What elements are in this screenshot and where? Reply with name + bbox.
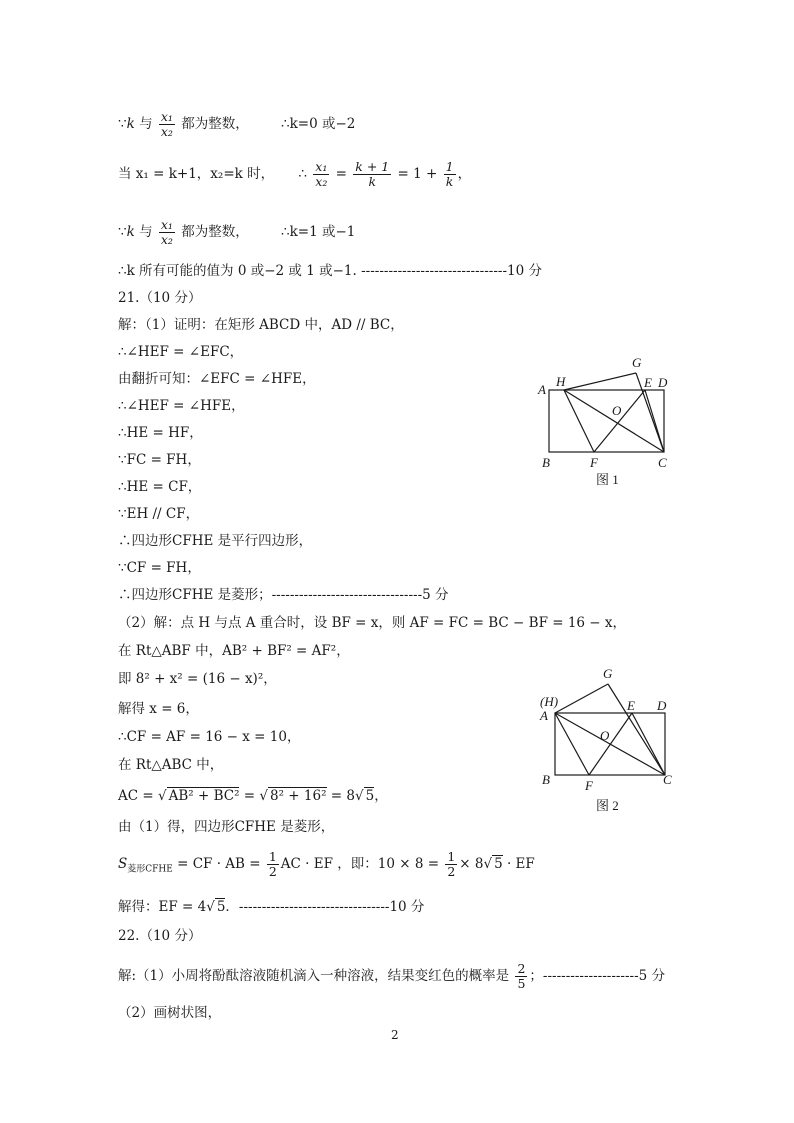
- label-G: G: [632, 355, 642, 370]
- segment: [564, 373, 636, 390]
- fraction: $\frac{\text{x₁}}{\text{x₂}}$: [160, 109, 173, 139]
- radicand: 8² + 16²: [270, 788, 327, 804]
- fraction: $\frac{1}{2}$: [447, 849, 456, 879]
- radicand: 5: [365, 788, 375, 804]
- text: 解得：EF = 4: [118, 899, 207, 915]
- text: = CF · AB =: [172, 856, 265, 872]
- segment: [645, 390, 664, 452]
- text: 都为整数，: [181, 224, 249, 240]
- text: ∴: [298, 166, 307, 182]
- solution-line: ∴∠HEF = ∠HFE，: [118, 398, 245, 414]
- text: = 8: [326, 788, 355, 804]
- text: ∴k=1 或−1: [281, 224, 356, 240]
- solution-line: ∵EH // CF，: [118, 506, 200, 522]
- label-D: D: [657, 698, 667, 713]
- fraction: $\frac{1}{k}$: [445, 159, 454, 189]
- solution-line: 由（1）得，四边形CFHE 是菱形，: [118, 819, 335, 835]
- label-A: A: [538, 382, 546, 397]
- solution-line: 解得：EF = 4√ 5．---------------------------------10 分: [118, 899, 425, 915]
- solution-line: ∴HE = CF，: [118, 479, 202, 495]
- solution-line: （2）解：点 H 与点 A 重合时，设 BF = x，则 AF = FC = BC − BF = 16 − x，: [118, 615, 627, 631]
- segment: [555, 684, 608, 713]
- radicand: 5: [216, 899, 226, 915]
- text: ，: [457, 166, 472, 182]
- figure-caption: 图 2: [596, 798, 619, 813]
- solution-line: 在 Rt△ABC 中，: [118, 757, 224, 773]
- text: ∴k=0 或−2: [281, 116, 356, 132]
- label-O: O: [600, 728, 610, 743]
- solution-line: $S_{菱形CFHE}$ = CF · AB = $\frac{1}{2}$ AC · EF ，即：10 × 8 = $\frac{1}{2}$ × 8√ 5 · EF: [118, 849, 535, 879]
- solution-line: （2）画树状图，: [118, 1005, 222, 1021]
- question-heading: 22.（10 分）: [118, 928, 202, 944]
- solution-line: 解：（1）证明：在矩形 ABCD 中，AD // BC，: [118, 317, 404, 333]
- label-C: C: [663, 772, 672, 787]
- figure-2: [530, 662, 680, 817]
- label-D: D: [658, 375, 668, 390]
- subscript: 菱形CFHE: [127, 864, 173, 875]
- text: k: [126, 116, 135, 132]
- fraction: $\frac{k + 1}{k}$: [355, 159, 390, 189]
- text: 都为整数，: [181, 116, 249, 132]
- solution-line: 即 8² + x² = (16 − x)²，: [118, 671, 277, 687]
- text: ∵: [118, 224, 127, 240]
- solution-line: ∵FC = FH，: [118, 452, 201, 468]
- label-H: (H): [540, 694, 559, 709]
- solution-line: 解得 x = 6，: [118, 701, 199, 717]
- label-C: C: [658, 455, 667, 470]
- text: S: [118, 856, 128, 872]
- label-B: B: [542, 455, 550, 470]
- label-E: E: [644, 375, 652, 390]
- text: AC =: [118, 788, 158, 804]
- solution-line: ∴HE = HF，: [118, 425, 203, 441]
- figure-caption: 图 1: [596, 472, 619, 487]
- text: =: [239, 788, 260, 804]
- text: 与: [139, 224, 153, 240]
- segment: [589, 713, 632, 775]
- text: ；---------------------5 分: [529, 968, 666, 984]
- radicand: 5: [494, 856, 503, 872]
- fraction: $\frac{\text{x₁}}{\text{x₂}}$: [315, 159, 328, 189]
- solution-line: ∴∠HEF = ∠EFC，: [118, 344, 244, 360]
- label-F: F: [585, 778, 593, 793]
- text: k: [126, 224, 135, 240]
- text: 与: [139, 116, 153, 132]
- text: 解:（1）小周将酚酞溶液随机滴入一种溶液，结果变红色的概率是: [118, 968, 510, 984]
- text: × 8: [459, 856, 484, 872]
- solution-line: ∴四边形CFHE 是菱形；---------------------------------5 分: [118, 587, 449, 603]
- solution-line: [118, 110, 355, 139]
- solution-line: AC = √ AB² + BC² = √ 8² + 16² = 8√ 5，: [118, 788, 388, 804]
- text: 当 x₁ = k+1，x₂=k 时，: [118, 166, 275, 182]
- text: = 1 +: [397, 166, 438, 182]
- fraction: $\frac{\text{x₁}}{\text{x₂}}$: [160, 217, 173, 247]
- solution-line: [118, 962, 665, 991]
- solution-line: ∴四边形CFHE 是平行四边形，: [118, 533, 313, 549]
- fraction: $\frac{1}{2}$: [268, 849, 277, 879]
- solution-line: [118, 218, 355, 247]
- solution-line: [118, 160, 471, 189]
- fraction: $\frac{2}{5}$: [517, 961, 526, 991]
- figure-1: [530, 352, 680, 487]
- label-O: O: [612, 403, 622, 418]
- solution-line: ∴CF = AF = 16 − x = 10，: [118, 729, 301, 745]
- label-H: H: [556, 374, 566, 389]
- label-F: F: [590, 455, 598, 470]
- solution-line: ∵CF = FH，: [118, 560, 201, 576]
- text: ．---------------------------------10 分: [225, 899, 425, 915]
- solution-line: 在 Rt△ABF 中，AB² + BF² = AF²，: [118, 643, 350, 659]
- text: =: [335, 166, 347, 182]
- label-G: G: [603, 666, 613, 681]
- radicand: AB² + BC²: [168, 788, 240, 804]
- question-heading: 21.（10 分）: [118, 290, 202, 306]
- text: ，: [374, 788, 388, 804]
- label-B: B: [542, 772, 550, 787]
- page-number: 2: [391, 1028, 399, 1042]
- label-E: E: [627, 698, 635, 713]
- solution-line: ∴k 所有可能的值为 0 或−2 或 1 或−1. --------------------------------10 分: [118, 263, 543, 279]
- segment: [594, 390, 645, 452]
- text: ∵: [118, 116, 127, 132]
- text: · EF: [502, 856, 535, 872]
- label-A: A: [540, 708, 548, 723]
- text: AC · EF ，即：10 × 8 =: [280, 856, 444, 872]
- solution-line: 由翻折可知：∠EFC = ∠HFE，: [118, 371, 316, 387]
- rectangle-abcd: [549, 390, 664, 452]
